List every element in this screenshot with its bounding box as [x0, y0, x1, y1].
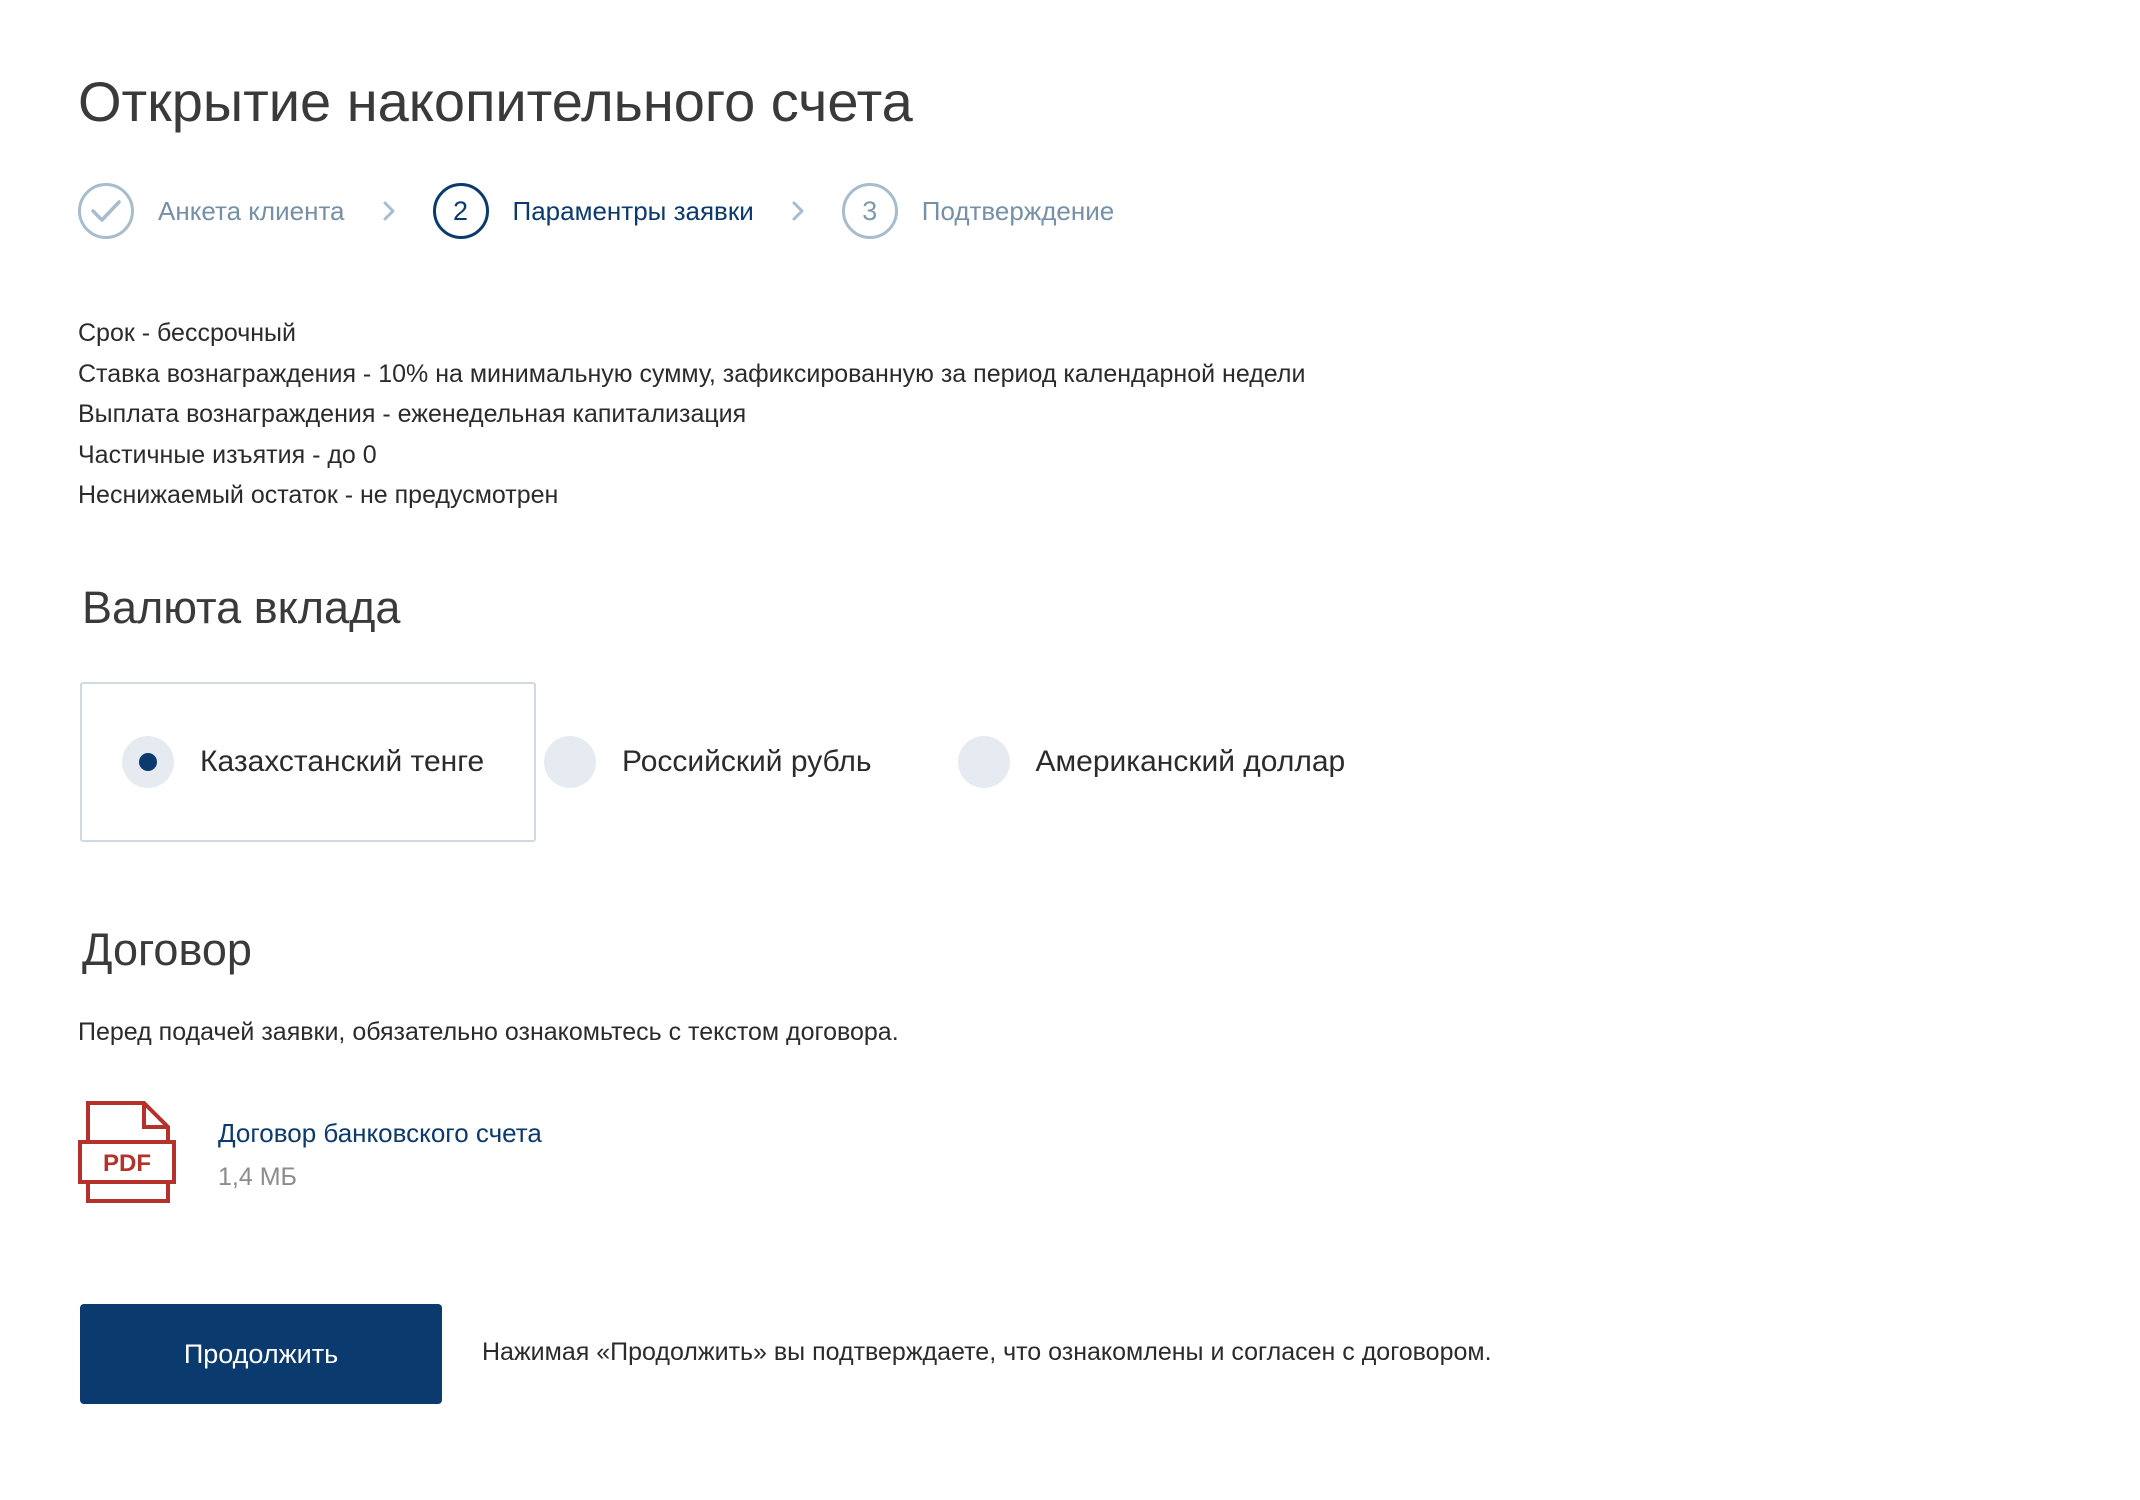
- account-terms: [78, 313, 1305, 516]
- continue-button[interactable]: Продолжить: [80, 1304, 442, 1404]
- step-2-circle: 2: [433, 183, 489, 239]
- currency-label-kzt: Казахстанский тенге: [200, 745, 485, 778]
- radio-selected-dot: [139, 753, 157, 771]
- consent-note: Нажимая «Продолжить» вы подтверждаете, что ознакомлены и согласен с договором.: [482, 1338, 1492, 1366]
- radio-kzt[interactable]: [122, 736, 174, 788]
- step-2-label: Параментры заявки: [512, 195, 754, 226]
- radio-usd[interactable]: [958, 736, 1010, 788]
- step-1-label: Анкета клиента: [158, 195, 345, 226]
- step-request-parameters[interactable]: [433, 183, 754, 239]
- step-3-label: Подтверждение: [921, 195, 1115, 226]
- page-title: Открытие накопительного счета: [78, 70, 913, 133]
- contract-document: [78, 1100, 542, 1206]
- term-duration: Срок - бессрочный: [78, 319, 296, 347]
- currency-option-usd[interactable]: [958, 682, 1346, 842]
- check-icon: [90, 198, 122, 224]
- step-3-circle: 3: [842, 183, 898, 239]
- term-partial-withdrawals: Частичные изъятия - до 0: [78, 440, 377, 469]
- contract-note: Перед подачей заявки, обязательно ознакомьтесь с текстом договора.: [78, 1018, 899, 1046]
- term-reward-payout: Выплата вознаграждения - еженедельная капитализация: [78, 400, 747, 428]
- step-confirmation[interactable]: [842, 183, 1114, 239]
- currency-option-kzt[interactable]: [80, 682, 536, 842]
- currency-label-rub: Российский рубль: [622, 745, 872, 778]
- pdf-file-icon[interactable]: [78, 1100, 178, 1206]
- term-minimum-balance: Неснижаемый остаток - не предусмотрен: [78, 481, 559, 509]
- currency-options: [80, 682, 1345, 842]
- pdf-icon-text: PDF: [103, 1150, 151, 1177]
- step-client-form[interactable]: [78, 183, 345, 239]
- step-1-circle: [78, 183, 134, 239]
- radio-rub[interactable]: [544, 736, 596, 788]
- document-size: 1,4 МБ: [218, 1163, 297, 1191]
- currency-label-usd: Американский доллар: [1035, 745, 1346, 778]
- document-link[interactable]: Договор банковского счета: [218, 1118, 542, 1148]
- stepper: [78, 181, 1114, 241]
- document-info: [218, 1118, 542, 1192]
- chevron-right-icon: [788, 201, 808, 221]
- contract-heading: Договор: [82, 924, 252, 975]
- currency-option-rub[interactable]: [544, 682, 872, 842]
- term-reward-rate: Ставка вознаграждения - 10% на минимальную сумму, зафиксированную за период календарной недели: [78, 359, 1306, 388]
- chevron-right-icon: [379, 201, 399, 221]
- currency-heading: Валюта вклада: [82, 582, 401, 633]
